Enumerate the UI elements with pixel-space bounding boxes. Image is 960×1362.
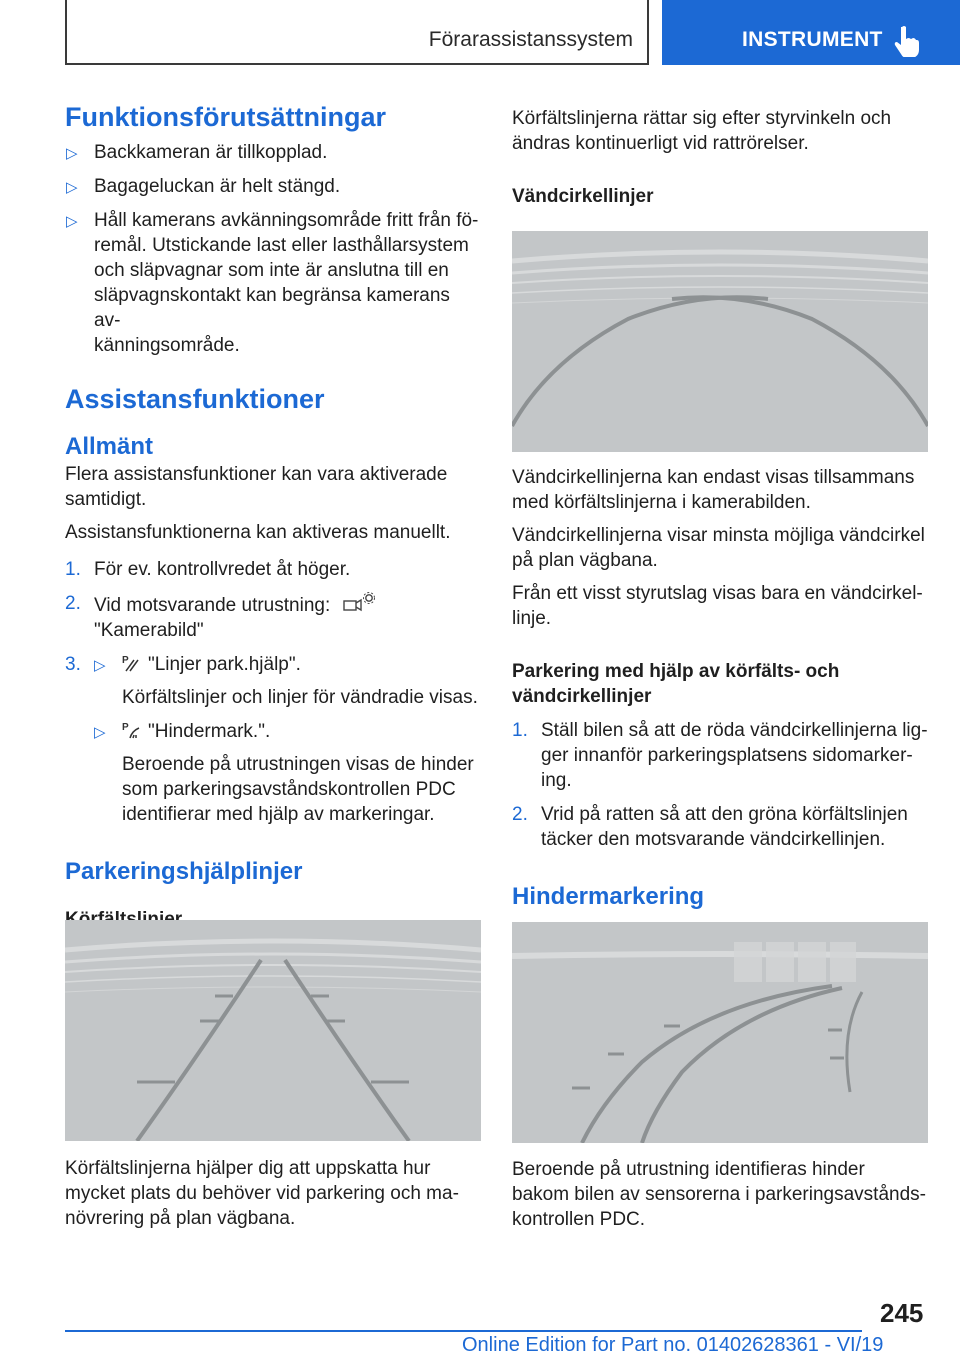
bullet-item: ▷ Håll kamerans avkänningsområde fritt från fö- remål. Utstickande last eller lasthållarsystem och släpvagnar som inte är anslutna till en släpvagnskontakt kan begränsa kamerans av- känningsområde. <box>66 210 479 356</box>
triangle-bullet-icon: ▷ <box>94 657 106 674</box>
section-title: Förarassistanssystem <box>428 28 633 51</box>
heading-allmant: Allmänt <box>65 433 154 460</box>
edition-text: Online Edition for Part no. 01402628361 - VI/19 <box>462 1334 884 1356</box>
sub-item: ▷ P "Hindermark.". Beroende på utrustningen visas de hinder som parkeringsavståndskontrollen PDC identifierar med hjälp av markeringar. <box>94 721 474 825</box>
step-item: 2. Vrid på ratten så att den gröna körfältslinjen täcker den motsvarande vändcirkellinjen. <box>512 804 908 850</box>
parking-lines-icon <box>122 654 140 672</box>
paragraph: Flera assistansfunktioner kan vara aktiverade samtidigt. <box>65 464 448 510</box>
section-tab <box>65 0 649 65</box>
right-column: Körfältslinjerna rättar sig efter styrvinkeln och ändras kontinuerligt vid rattrörelser. Vändcirkellinjer <box>512 106 930 209</box>
page-number: 245 <box>880 1298 924 1328</box>
step-item: 2. Vid motsvarande utrustning: "Kamerabild" <box>65 591 481 643</box>
bullet-item: ▷ Bagageluckan är helt stängd. <box>65 174 481 199</box>
page-header <box>0 0 960 66</box>
paragraph: Assistansfunktionerna kan aktiveras manuellt. <box>65 522 451 543</box>
triangle-bullet-icon: ▷ <box>94 724 106 741</box>
lane-lines-figure <box>65 920 481 1141</box>
chapter-title: INSTRUMENT <box>742 28 883 51</box>
triangle-bullet-icon: ▷ <box>66 213 78 230</box>
step-item: 1. Ställ bilen så att de röda vändcirkellinjerna lig- ger innanför parkeringsplatsens sidomarker- ing. <box>512 720 928 791</box>
obstacle-marking-figure <box>512 922 928 1143</box>
step-item: 1. För ev. kontrollvredet åt höger. <box>65 559 351 580</box>
figure-caption: Körfältslinjerna hjälper dig att uppskatta hur mycket plats du behöver vid parkering och ma- növrering på plan vägbana. <box>65 1158 459 1229</box>
heading-assistansfunktioner: Assistansfunktioner <box>65 384 325 414</box>
svg-text:P: P <box>122 722 129 733</box>
triangle-bullet-icon: ▷ <box>66 145 78 162</box>
figure-caption: Beroende på utrustning identifieras hinder bakom bilen av sensorerna i parkeringsavstånds- kontrollen PDC. <box>512 1159 926 1230</box>
heading-parkering-med-hjalp: Parkering med hjälp av körfälts- och vändcirkellinjer <box>512 661 840 707</box>
bullet-item: ▷ Backkameran är tillkopplad. <box>65 140 481 165</box>
triangle-bullet-icon: ▷ <box>66 179 78 196</box>
footer-rule <box>65 1330 862 1332</box>
heading-vandcirkellinjer: Vändcirkellinjer <box>512 186 654 207</box>
heading-parkeringshjalplinjer: Parkeringshjälplinjer <box>65 858 303 885</box>
left-column <box>65 100 481 932</box>
heading-funktionsforutsattningar: Funktionsförutsättningar <box>65 102 386 132</box>
obstacle-marking-icon <box>122 721 140 739</box>
right-text-block: Vändcirkellinjerna kan endast visas tillsammans med körfältslinjerna i kamerabilden. Vändcirkellinjerna visar minsta möjliga vändcirkel på plan vägbana. Från ett visst styrutslag visas bara en vändcirkel- linje. Parkering med hjälp av körfälts- och vändcirkellinjer 1. Ställ bilen så att de röda vändcirkellinjerna lig- ger innanför parkeringsplatsens sidomarker- ing. 2. Vrid på ratten så att den gröna körfältslinjen täcker den motsvarande vändcirkellinjen. Hindermarkering <box>512 465 930 912</box>
step-item: 3. ▷ P "Linjer park.hjälp". Körfältslinjer och linjer för vändradie visas. ▷ P "Hindermark.". Beroende på utrustningen visas de hinder som parkeringsavståndskontrollen PDC identifierar med hjälp av markeringar. <box>65 652 481 827</box>
svg-text:P: P <box>122 655 129 666</box>
sub-item: ▷ P "Linjer park.hjälp". Körfältslinjer och linjer för vändradie visas. <box>94 654 478 708</box>
heading-hindermarkering: Hindermarkering <box>512 883 705 910</box>
camera-settings-icon <box>342 591 376 613</box>
hand-pointer-icon <box>893 25 921 57</box>
turning-circle-figure <box>512 231 928 452</box>
